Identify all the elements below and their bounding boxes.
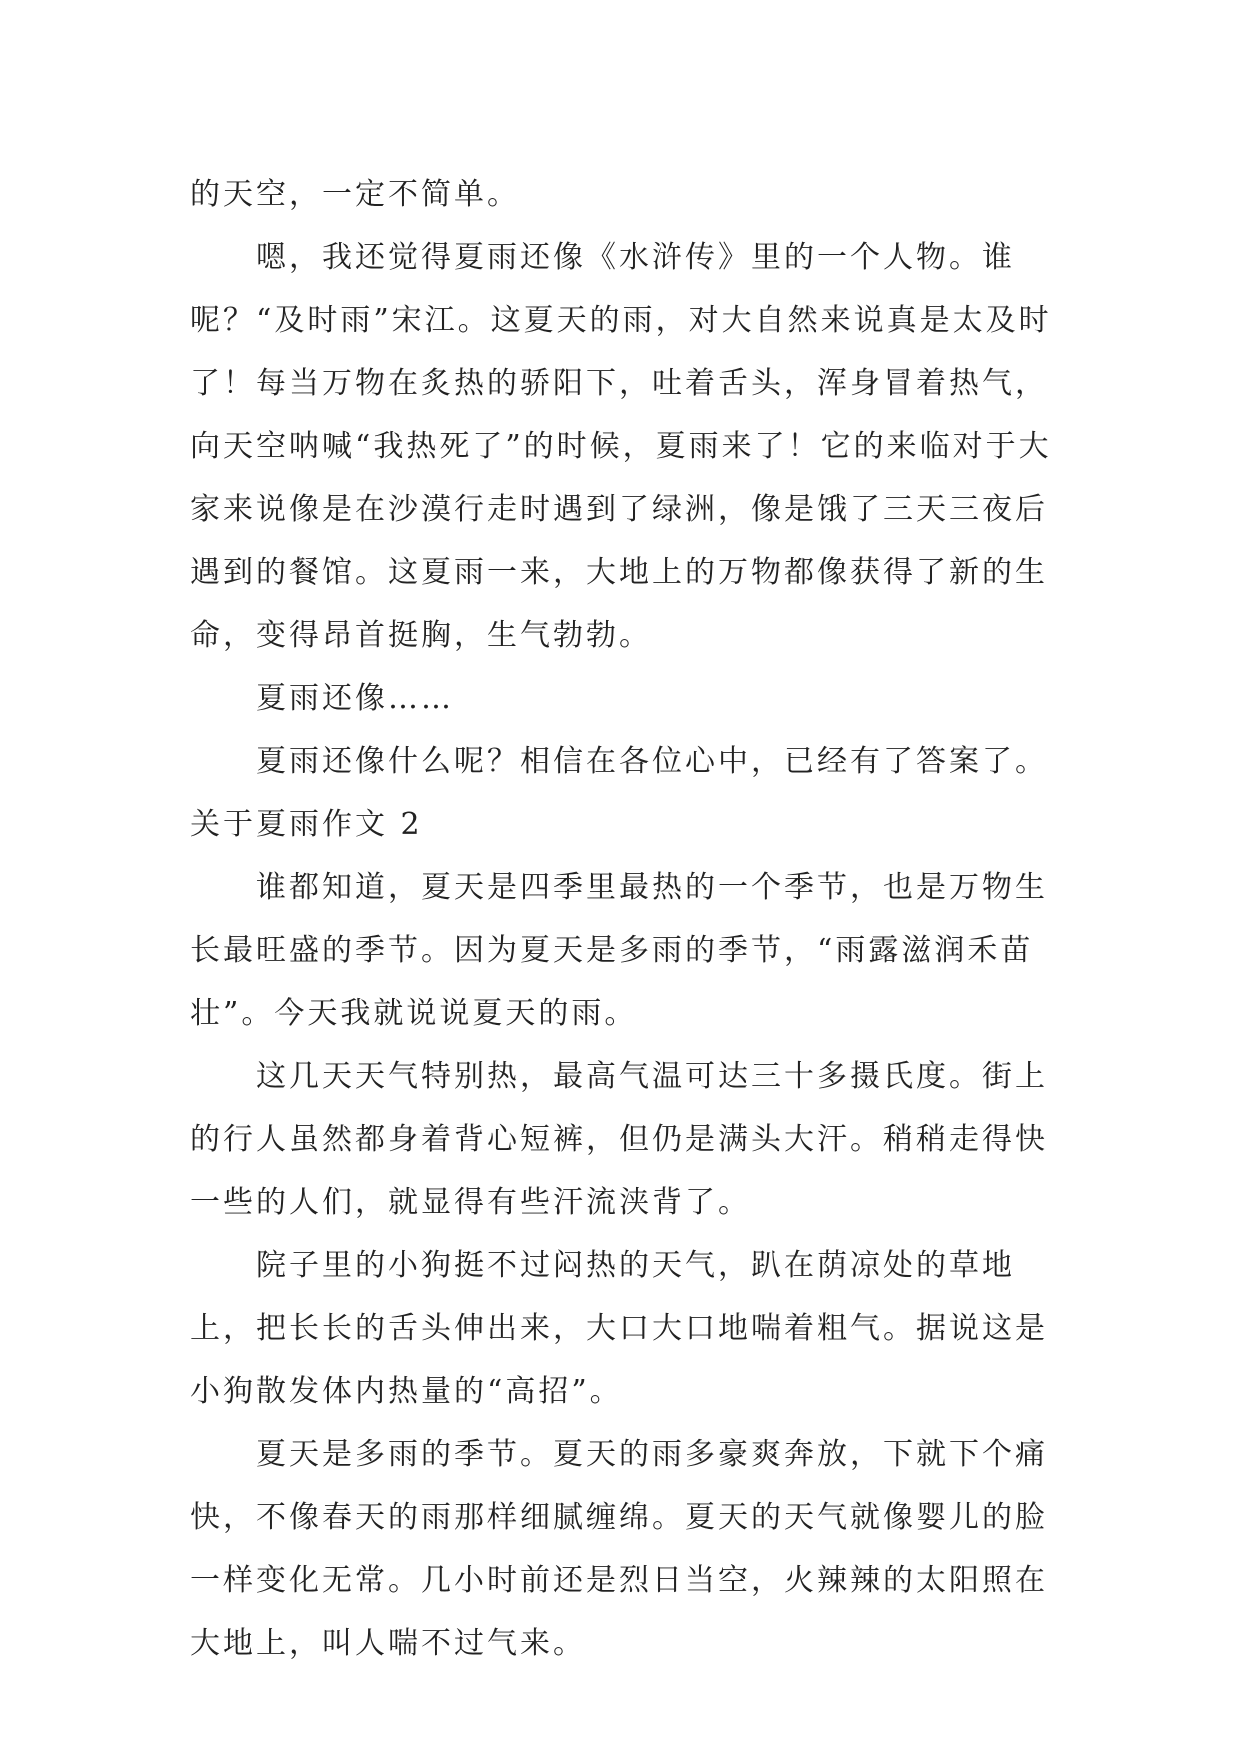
paragraph-3: 夏雨还像……: [256, 681, 454, 716]
section-heading: 关于夏雨作文 2: [190, 807, 423, 842]
paragraph-7: 院子里的小狗挺不过闷热的天气，趴在荫凉处的草地上，把长长的舌头伸出来，大口大口地喘着粗气。据说这是小狗散发体内热量的“高招”。: [190, 1248, 1048, 1409]
paragraph-2: 嗯，我还觉得夏雨还像《水浒传》里的一个人物。谁呢？“及时雨”宋江。这夏天的雨，对大自然来说真是太及时了！每当万物在炙热的骄阳下，吐着舌头，浑身冒着热气，向天空呐喊“我热死了”的时候，夏雨来了！它的来临对于大家来说像是在沙漠行走时遇到了绿洲，像是饿了三天三夜后遇到的餐馆。这夏雨一来，大地上的万物都像获得了新的生命，变得昂首挺胸，生气勃勃。: [190, 240, 1052, 653]
paragraph-1: 的天空，一定不简单。: [190, 177, 520, 212]
paragraph-8: 夏天是多雨的季节。夏天的雨多豪爽奔放，下就下个痛快，不像春天的雨那样细腻缠绵。夏天的天气就像婴儿的脸一样变化无常。几小时前还是烈日当空，火辣辣的太阳照在大地上，叫人喘不过气来。: [190, 1437, 1048, 1661]
document-body: [190, 163, 1070, 1675]
paragraph-5: 谁都知道，夏天是四季里最热的一个季节，也是万物生长最旺盛的季节。因为夏天是多雨的季节，“雨露滋润禾苗壮”。今天我就说说夏天的雨。: [190, 870, 1048, 1031]
paragraph-6: 这几天天气特别热，最高气温可达三十多摄氏度。街上的行人虽然都身着背心短裤，但仍是满头大汗。稍稍走得快一些的人们，就显得有些汗流浃背了。: [190, 1059, 1048, 1220]
paragraph-4: 夏雨还像什么呢？相信在各位心中，已经有了答案了。: [256, 744, 1048, 779]
